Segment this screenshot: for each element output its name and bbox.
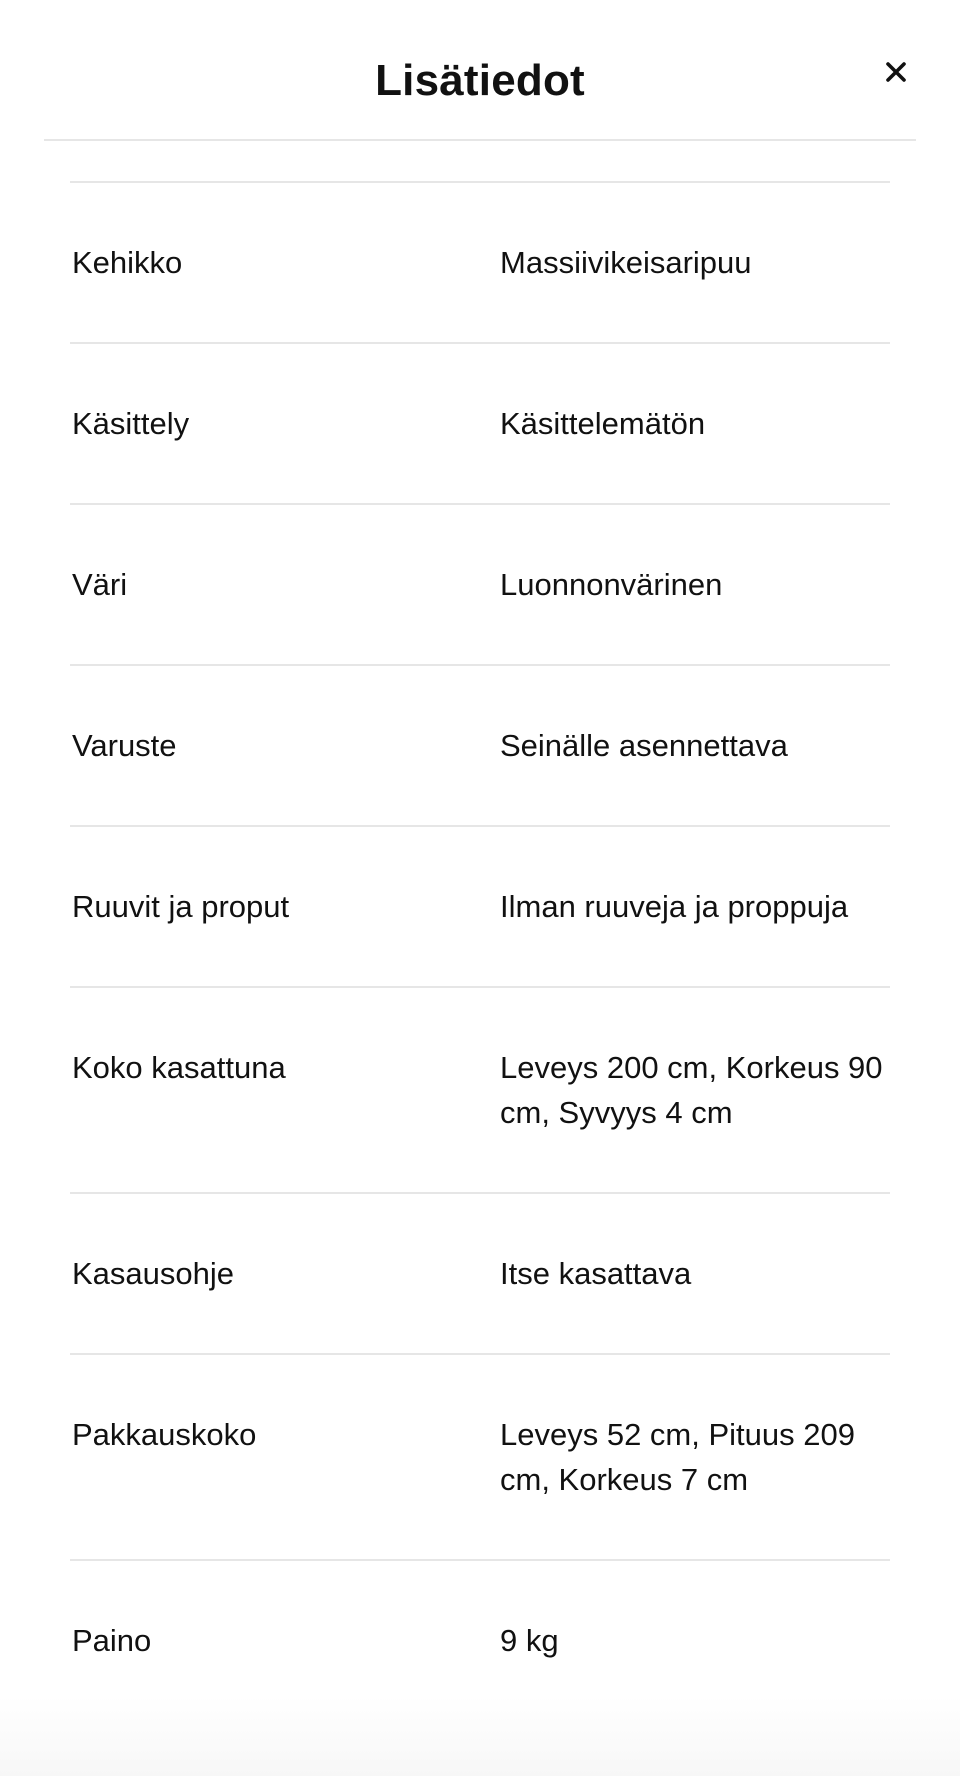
detail-value: Seinälle asennettava — [500, 728, 788, 763]
detail-label: Koko kasattuna — [72, 1050, 286, 1085]
detail-row-kasausohje — [70, 1194, 890, 1355]
detail-value: Käsittelemätön — [500, 406, 706, 441]
detail-label: Ruuvit ja proput — [72, 889, 290, 924]
detail-value: Ilman ruuveja ja proppuja — [500, 889, 849, 924]
detail-label: Väri — [72, 567, 128, 602]
detail-label: Kasausohje — [72, 1256, 235, 1291]
detail-row-pakkauskoko — [70, 1355, 890, 1561]
detail-value: 9 kg — [500, 1623, 559, 1658]
detail-value: Luonnonvärinen — [500, 567, 723, 602]
detail-row-vari — [70, 505, 890, 666]
detail-row-ruuvit — [70, 827, 890, 988]
detail-row-varuste — [70, 666, 890, 827]
detail-value: Leveys 52 cm, Pituus 209 cm, Korkeus 7 cm — [500, 1417, 855, 1497]
modal-header — [44, 0, 916, 141]
detail-value: Itse kasattava — [500, 1256, 692, 1291]
detail-row-kehikko — [70, 183, 890, 344]
detail-label: Paino — [72, 1623, 152, 1658]
detail-label: Varuste — [72, 728, 177, 763]
modal-title: Lisätiedot — [375, 56, 585, 105]
close-icon — [885, 61, 907, 83]
close-button[interactable] — [876, 52, 916, 92]
detail-row-koko-kasattuna — [70, 988, 890, 1194]
detail-label: Pakkauskoko — [72, 1417, 257, 1452]
detail-row-kasittely — [70, 344, 890, 505]
detail-label: Käsittely — [72, 406, 190, 441]
bottom-fade — [0, 1696, 960, 1776]
detail-value: Massiivikeisaripuu — [500, 245, 752, 280]
detail-label: Kehikko — [72, 245, 183, 280]
details-table — [70, 181, 890, 1722]
detail-value: Leveys 200 cm, Korkeus 90 cm, Syvyys 4 cm — [500, 1050, 883, 1130]
